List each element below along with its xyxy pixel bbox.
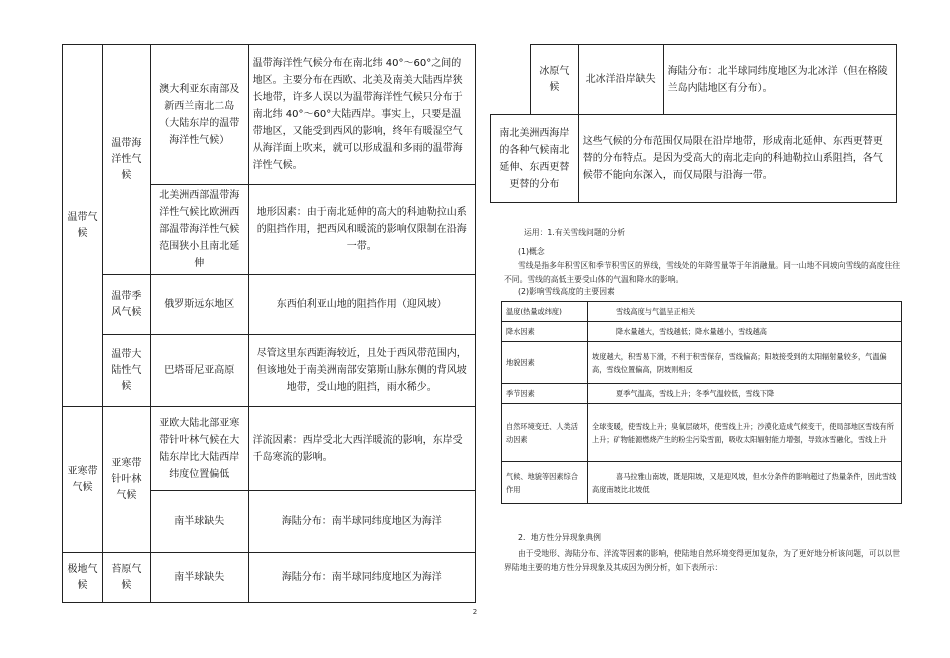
region-cell: 俄罗斯远东地区	[150, 275, 248, 335]
effect-cell: 雪线高度与气温呈正相关	[588, 302, 902, 322]
type-icecap-cell: 冰原气候	[530, 45, 578, 115]
table-row	[502, 404, 902, 462]
zone-polar-cell: 极地气候	[63, 553, 103, 603]
snow-line-factors-table	[501, 301, 902, 504]
region-cell: 北美洲西部温带海洋性气候比欧洲西部温带海洋性气候范围狭小且南北延伸	[150, 185, 248, 275]
region-cell: 南半球缺失	[150, 553, 248, 603]
factor-cell: 地貌因素	[502, 342, 588, 384]
table-row	[502, 322, 902, 342]
page-number: 2	[472, 608, 478, 616]
reason-cell: 地形因素：由于南北延伸的高大的科迪勒拉山系的阻挡作用，把西风和暖流的影响仅限制在沿海一带。	[248, 185, 475, 275]
climate-anomaly-table-right	[490, 44, 897, 203]
type-maritime-cell: 温带海洋性气候	[102, 45, 150, 275]
reason-cell: 海陆分布：南半球同纬度地区为海洋	[248, 553, 475, 603]
factor-cell: 降水因素	[502, 322, 588, 342]
table-row	[502, 384, 902, 404]
reason-cell: 温带海洋性气候分布在南北纬 40°～60°之间的地区。主要分布在西欧、北美及南美大陆西岸狭长地带，许多人误以为温带海洋性气候只分布于南北纬 40°～60°大陆西岸。事实上，只要是温带地区，又能受到西风的影响，终年有暖湿空气从海洋面上吹来，就可以形成温和多雨的温带海洋性气候。	[248, 45, 475, 185]
region-cell: 南半球缺失	[150, 491, 248, 553]
table-row	[502, 302, 902, 322]
snow-heading: 运用：1.有关雪线问题的分析	[524, 228, 626, 237]
effect-cell: 坡度越大，积雪易下滑，不利于积雪保存，雪线偏高；阳坡接受到的太阳辐射量较多，气温偏高，雪线位置偏高，阴坡则相反	[588, 342, 902, 384]
type-continental-cell: 温带大陆性气候	[102, 335, 150, 407]
reason-cell: 尽管这里东西距海较近，且处于西风带范围内，但该地处于南美洲南部安第斯山脉东侧的背风坡地带，受山地的阻挡，雨水稀少。	[248, 335, 475, 407]
effect-cell: 喜马拉雅山南坡，既是阳坡，又是迎风坡，但水分条件的影响超过了热量条件，因此雪线高度南坡比北坡低	[588, 462, 902, 504]
effect-cell: 降水量越大，雪线越低；降水量越小，雪线越高	[588, 322, 902, 342]
climate-anomaly-table-left	[62, 44, 476, 603]
type-monsoon-cell: 温带季风气候	[102, 275, 150, 335]
concept-title: (1)概念	[518, 247, 545, 256]
factors-title: (2)影响雪线高度的主要因素	[518, 287, 615, 296]
reason-cell: 东西伯利亚山地的阻挡作用（迎风坡）	[248, 275, 475, 335]
effect-cell: 夏季气温高，雪线上升；冬季气温较低，雪线下降	[588, 384, 902, 404]
table-row	[502, 342, 902, 384]
type-tundra-cell: 苔原气候	[102, 553, 150, 603]
reason-cell: 海陆分布：北半球同纬度地区为北冰洋（但在格陵兰岛内陆地区有分布）。	[663, 45, 896, 115]
zone-temperate-cell: 温带气候	[63, 45, 103, 407]
factor-cell: 自然环境变迁、人类活动因素	[502, 404, 588, 462]
americas-label-cell: 南北美洲西海岸的各种气候南北延伸、东西更替更替的分布	[491, 115, 579, 203]
zone-subarctic-cell: 亚寒带气候	[63, 407, 103, 553]
region-cell: 巴塔哥尼亚高原	[150, 335, 248, 407]
region-cell: 北冰洋沿岸缺失	[578, 45, 663, 115]
zonal-heading: 2．地方性分异现象典例	[518, 533, 601, 542]
region-cell: 澳大利亚东南部及新西兰南北二岛（大陆东岸的温带海洋性气候）	[150, 45, 248, 185]
table-row	[502, 462, 902, 504]
factor-cell: 季节因素	[502, 384, 588, 404]
type-subarctic-forest-cell: 亚寒带针叶林气候	[102, 407, 150, 553]
effect-cell: 全球变暖，使雪线上升；臭氧层破坏，使雪线上升；沙漠化造成气候变干，使局部地区雪线有所上升；矿物能源燃烧产生的粉尘污染雪面，吸收太阳辐射能力增强，导致冰雪融化，雪线上升	[588, 404, 902, 462]
reason-cell: 这些气候的分布范围仅局限在沿岸地带，形成南北延伸、东西更替更替的分布特点。是因为受高大的南北走向的科迪勒拉山系阻挡，各气候带不能向东深入，而仅局限与沿海一带。	[578, 115, 896, 203]
factor-cell: 气候、地貌等因素综合作用	[502, 462, 588, 504]
reason-cell: 洋流因素：西岸受北大西洋暖流的影响，东岸受千岛寒流的影响。	[248, 407, 475, 491]
concept-body: 雪线是指多年积雪区和季节积雪区的界线，雪线处的年降雪量等于年消融量。同一山地不同坡向雪线的高度往往不同。雪线的高低主要受山体的气温和降水的影响。	[504, 261, 901, 284]
reason-cell: 海陆分布：南半球同纬度地区为海洋	[248, 491, 475, 553]
region-cell: 亚欧大陆北部亚寒带针叶林气候在大陆东岸比大陆西岸纬度位置偏低	[150, 407, 248, 491]
zonal-body: 由于受地形、海陆分布、洋流等因素的影响，使陆地自然环境变得更加复杂，为了更好地分析该问题，可以以世界陆地主要的地方性分异现象及其成因为例分析，如下表所示：	[504, 549, 901, 572]
factor-cell: 温度(热量或纬度)	[502, 302, 588, 322]
